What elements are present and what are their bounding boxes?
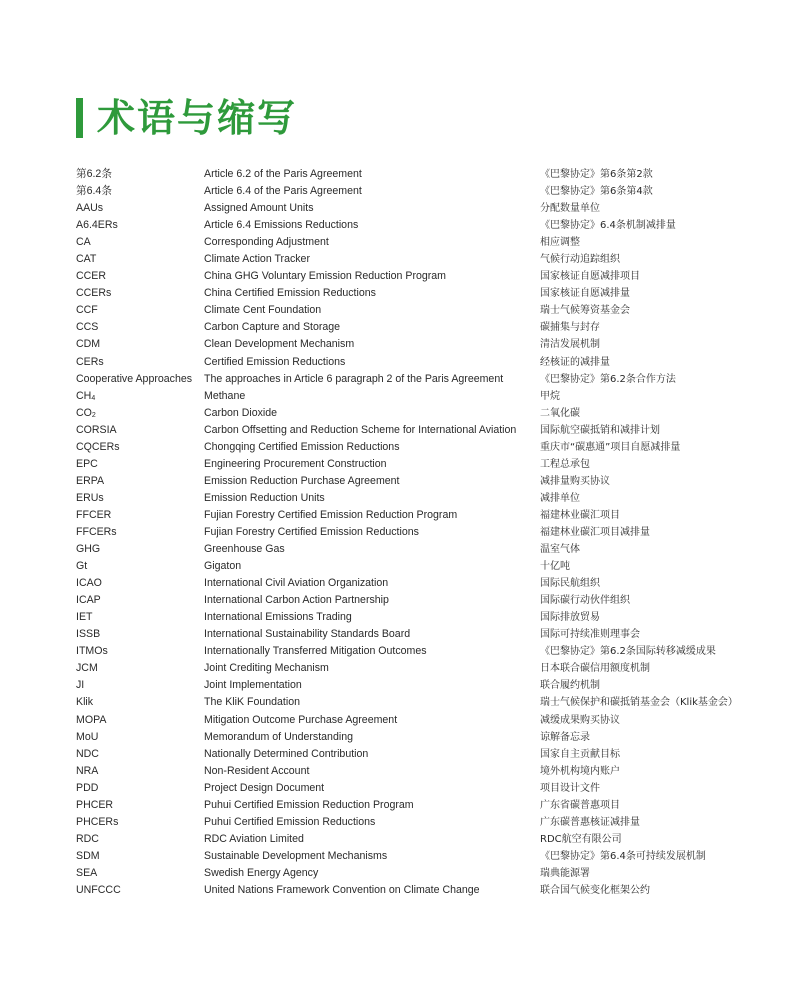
glossary-abbreviation: CCS (76, 321, 99, 334)
glossary-row (76, 405, 756, 422)
glossary-english-term: Climate Action Tracker (204, 253, 310, 266)
glossary-row (76, 746, 756, 763)
glossary-chinese-term: 瑞士气候筹资基金会 (540, 305, 630, 317)
glossary-english-term: China Certified Emission Reductions (204, 287, 376, 300)
glossary-abbreviation: RDC (76, 832, 99, 845)
glossary-chinese-term: 气候行动追踪组织 (540, 254, 620, 266)
glossary-chinese-term: 《巴黎协定》6.4条机制减排量 (540, 220, 676, 232)
page-title (76, 96, 297, 140)
glossary-abbreviation: PHCER (76, 798, 114, 811)
glossary-row (76, 677, 756, 694)
glossary-row (76, 439, 756, 456)
glossary-abbreviation (76, 405, 96, 422)
glossary-english-term: The approaches in Article 6 paragraph 2 of the Paris Agreement (204, 372, 504, 385)
glossary-english-term: Carbon Offsetting and Reduction Scheme for International Aviation (204, 423, 517, 436)
glossary-english-term: Corresponding Adjustment (204, 236, 329, 249)
glossary-chinese-term: 广东碳普惠核证减排量 (540, 816, 640, 828)
glossary-english-term: Project Design Document (204, 781, 325, 794)
glossary-english-term: Puhui Certified Emission Reduction Program (204, 798, 414, 811)
glossary-chinese-term: 十亿吨 (540, 561, 570, 573)
glossary-abbreviation: CAT (76, 253, 97, 266)
glossary-row (76, 865, 756, 882)
glossary-chinese-term: 重庆市“碳惠通”项目自愿减排量 (540, 441, 681, 453)
glossary-english-term: Clean Development Mechanism (204, 338, 355, 351)
glossary-abbreviation: CCER (76, 270, 107, 283)
glossary-row (76, 626, 756, 643)
glossary-chinese-term: 碳捕集与封存 (540, 322, 600, 334)
glossary-row (76, 507, 756, 524)
glossary-chinese-term: 甲烷 (540, 390, 560, 402)
glossary-row (76, 848, 756, 865)
glossary-chinese-term: 相应调整 (540, 237, 580, 249)
glossary-english-term: Memorandum of Understanding (204, 730, 353, 743)
glossary-row (76, 558, 756, 575)
glossary-row (76, 712, 756, 729)
glossary-chinese-term: 二氧化碳 (540, 407, 580, 419)
glossary-chinese-term: 工程总承包 (540, 458, 590, 470)
glossary-row (76, 814, 756, 831)
glossary-abbreviation: ERPA (76, 474, 105, 487)
glossary-abbreviation: SEA (76, 866, 98, 879)
glossary-abbreviation: A6.4ERs (76, 219, 118, 232)
glossary-english-term: Nationally Determined Contribution (204, 747, 369, 760)
glossary-english-term: Emission Reduction Purchase Agreement (204, 474, 400, 487)
glossary-chinese-term: 联合国气候变化框架公约 (540, 884, 650, 896)
glossary-chinese-term: 瑞典能源署 (540, 867, 590, 879)
glossary-row (76, 251, 756, 268)
glossary-english-term: United Nations Framework Convention on Climate Change (204, 883, 480, 896)
glossary-abbreviation: GHG (76, 543, 101, 556)
glossary-row (76, 166, 756, 183)
glossary-row (76, 609, 756, 626)
glossary-row (76, 319, 756, 336)
glossary-chinese-term: 国家自主贡献目标 (540, 748, 620, 760)
glossary-abbreviation: PDD (76, 781, 99, 794)
glossary-english-term: Methane (204, 389, 246, 402)
glossary-chinese-term: 减排量购买协议 (540, 475, 610, 487)
glossary-row (76, 456, 756, 473)
glossary-chinese-term: 《巴黎协定》第6.2条国际转移减缓成果 (540, 646, 716, 658)
glossary-english-term: Certified Emission Reductions (204, 355, 346, 368)
glossary-abbreviation: CORSIA (76, 423, 117, 436)
glossary-english-term: Carbon Dioxide (204, 406, 278, 419)
glossary-chinese-term: 谅解备忘录 (540, 731, 590, 743)
glossary-english-term: China GHG Voluntary Emission Reduction Program (204, 270, 446, 283)
glossary-abbreviation: CDM (76, 338, 101, 351)
glossary-row (76, 217, 756, 234)
glossary-row (76, 388, 756, 405)
glossary-chinese-term: 经核证的减排量 (540, 356, 610, 368)
glossary-english-term: Mitigation Outcome Purchase Agreement (204, 713, 398, 726)
glossary-english-term: Fujian Forestry Certified Emission Reductions (204, 525, 419, 538)
glossary-chinese-term: 国家核证自愿减排项目 (540, 271, 640, 283)
glossary-chinese-term: 日本联合碳信用额度机制 (540, 663, 650, 675)
glossary-chinese-term: 《巴黎协定》第6条第4款 (540, 186, 653, 198)
glossary-abbreviation: ITMOs (76, 645, 108, 658)
glossary-row (76, 200, 756, 217)
glossary-chinese-term: 境外机构境内账户 (540, 765, 620, 777)
glossary-row (76, 694, 756, 711)
glossary-chinese-term: 清洁发展机制 (540, 339, 600, 351)
glossary-chinese-term: 减缓成果购买协议 (540, 714, 620, 726)
glossary-abbreviation: FFCERs (76, 525, 117, 538)
glossary-english-term: Article 6.2 of the Paris Agreement (204, 168, 362, 180)
glossary-chinese-term: 国家核证自愿减排量 (540, 288, 630, 300)
glossary-abbreviation: MOPA (76, 713, 107, 726)
glossary-row (76, 831, 756, 848)
glossary-abbreviation: CQCERs (76, 440, 120, 453)
glossary-english-term: Carbon Capture and Storage (204, 321, 341, 334)
glossary-abbreviation: SDM (76, 849, 100, 862)
glossary-english-term: Engineering Procurement Construction (204, 457, 387, 470)
glossary-row (76, 575, 756, 592)
glossary-chinese-term: 瑞士气候保护和碳抵销基金会（Klik基金会） (540, 697, 738, 709)
glossary-chinese-term: 广东省碳普惠项目 (540, 799, 620, 811)
glossary-chinese-term: 国际碳行动伙伴组织 (540, 595, 630, 607)
glossary-chinese-term: 联合履约机制 (540, 680, 600, 692)
glossary-english-term: International Civil Aviation Organization (204, 577, 389, 590)
glossary-row (76, 660, 756, 677)
glossary-row (76, 490, 756, 507)
glossary-row (76, 729, 756, 746)
glossary-english-term: Climate Cent Foundation (204, 304, 322, 317)
glossary-row (76, 797, 756, 814)
glossary-row (76, 285, 756, 302)
glossary-english-term: Emission Reduction Units (204, 491, 325, 504)
glossary-english-term: Assigned Amount Units (204, 202, 314, 215)
glossary-abbreviation: MoU (76, 730, 99, 743)
glossary-abbreviation: EPC (76, 457, 98, 470)
glossary-english-term: International Carbon Action Partnership (204, 594, 389, 607)
glossary-english-term: RDC Aviation Limited (204, 832, 304, 845)
abbreviation-subscript: 2 (91, 411, 96, 419)
glossary-english-term: Article 6.4 of the Paris Agreement (204, 185, 362, 198)
glossary-abbreviation: ICAP (76, 594, 101, 607)
glossary-abbreviation: CCF (76, 304, 98, 317)
glossary-row (76, 183, 756, 200)
glossary-english-term: Swedish Energy Agency (204, 866, 319, 879)
abbreviation-base: CO (76, 406, 92, 419)
glossary-english-term: International Emissions Trading (204, 611, 352, 624)
glossary-english-term: Chongqing Certified Emission Reductions (204, 440, 400, 453)
glossary-chinese-term: 减排单位 (540, 492, 580, 504)
glossary-abbreviation: JI (76, 679, 85, 692)
glossary-abbreviation: Klik (76, 696, 94, 709)
glossary-chinese-term: 《巴黎协定》第6.4条可持续发展机制 (540, 850, 706, 862)
glossary-chinese-term: 《巴黎协定》第6条第2款 (540, 169, 653, 180)
glossary-abbreviation: ICAO (76, 577, 102, 590)
glossary-chinese-term: 国际民航组织 (540, 578, 600, 590)
glossary-abbreviation: CA (76, 236, 91, 249)
glossary-row (76, 422, 756, 439)
title-accent-bar (76, 98, 83, 138)
glossary-chinese-term: RDC航空有限公司 (540, 833, 622, 845)
glossary-abbreviation: IET (76, 611, 93, 624)
glossary-chinese-term: 项目设计文件 (540, 782, 600, 794)
glossary-english-term: Internationally Transferred Mitigation Outcomes (204, 645, 427, 658)
glossary-abbreviation: AAUs (76, 202, 104, 215)
glossary-row (76, 371, 756, 388)
glossary-abbreviation: ERUs (76, 491, 104, 504)
glossary-row (76, 780, 756, 797)
glossary-abbreviation: ISSB (76, 628, 101, 641)
glossary-row (76, 354, 756, 371)
glossary-chinese-term: 福建林业碳汇项目减排量 (540, 526, 650, 538)
glossary-abbreviation: PHCERs (76, 815, 119, 828)
page-title-text: 术语与缩写 (97, 96, 298, 140)
glossary-abbreviation (76, 388, 95, 405)
glossary-row (76, 524, 756, 541)
glossary-chinese-term: 福建林业碳汇项目 (540, 509, 620, 521)
glossary-english-term: Greenhouse Gas (204, 543, 285, 556)
glossary-english-term: The KliK Foundation (204, 696, 300, 709)
glossary-abbreviation: UNFCCC (76, 883, 121, 896)
glossary-abbreviation: NRA (76, 764, 99, 777)
glossary-row (76, 234, 756, 251)
glossary-english-term: Fujian Forestry Certified Emission Reduction Program (204, 508, 458, 521)
glossary-chinese-term: 《巴黎协定》第6.2条合作方法 (540, 373, 676, 385)
glossary-abbreviation: 第6.2条 (76, 168, 112, 180)
glossary-english-term: Sustainable Development Mechanisms (204, 849, 388, 862)
glossary-row (76, 882, 756, 899)
glossary-english-term: Puhui Certified Emission Reductions (204, 815, 376, 828)
abbreviation-base: CH (76, 389, 92, 402)
glossary-chinese-term: 国际航空碳抵销和减排计划 (540, 424, 660, 436)
glossary-chinese-term: 国际可持续准则理事会 (540, 629, 640, 641)
glossary-abbreviation: Gt (76, 560, 88, 573)
glossary-abbreviation: CCERs (76, 287, 112, 300)
glossary-abbreviation: Cooperative Approaches (76, 372, 193, 385)
glossary-chinese-term: 温室气体 (540, 544, 580, 556)
glossary-english-term: International Sustainability Standards Board (204, 628, 411, 641)
glossary-english-term: Article 6.4 Emissions Reductions (204, 219, 359, 232)
glossary-abbreviation: CERs (76, 355, 104, 368)
glossary-abbreviation: FFCER (76, 508, 112, 521)
glossary-chinese-term: 国际排放贸易 (540, 612, 600, 624)
glossary-abbreviation: JCM (76, 662, 98, 675)
glossary-row (76, 268, 756, 285)
glossary-row (76, 592, 756, 609)
abbreviation-subscript: 4 (91, 394, 96, 402)
glossary-english-term: Joint Crediting Mechanism (204, 662, 329, 675)
glossary-abbreviation: NDC (76, 747, 99, 760)
glossary-row (76, 643, 756, 660)
glossary-english-term: Gigaton (204, 560, 242, 573)
glossary-row (76, 541, 756, 558)
glossary-row (76, 336, 756, 353)
glossary-english-term: Joint Implementation (204, 679, 302, 692)
glossary-row (76, 473, 756, 490)
glossary-row (76, 763, 756, 780)
glossary-chinese-term: 分配数量单位 (540, 203, 600, 215)
glossary-table (76, 166, 756, 899)
glossary-abbreviation: 第6.4条 (76, 185, 112, 198)
glossary-english-term: Non-Resident Account (204, 764, 310, 777)
glossary-row (76, 302, 756, 319)
